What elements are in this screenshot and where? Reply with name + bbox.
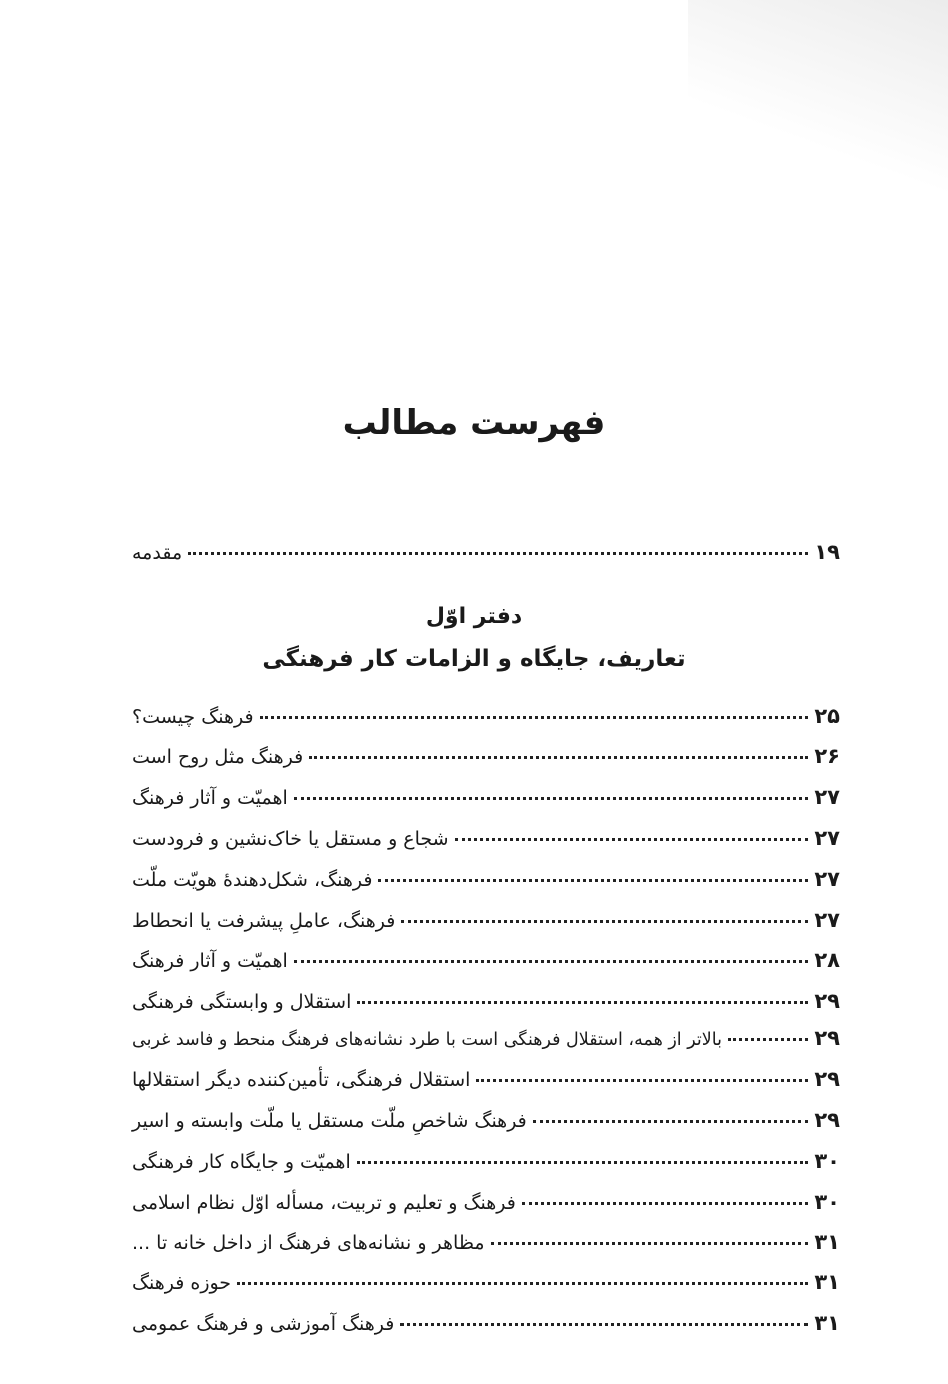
toc-entry-title: فرهنگ آموزشی و فرهنگ عمومی xyxy=(132,1313,395,1335)
toc-entry-title: بالاتر از همه، استقلال فرهنگی است با طرد نشانه‌های فرهنگ منحط و فاسد غربی xyxy=(132,1030,722,1050)
dot-leader xyxy=(378,879,808,882)
dot-leader xyxy=(237,1282,808,1285)
toc-entry-title: استقلال فرهنگی، تأمین‌کننده دیگر استقلالها xyxy=(132,1069,471,1091)
toc-entry[interactable] xyxy=(128,853,840,891)
toc-page-number: ۲۷ xyxy=(814,867,840,891)
toc-entry[interactable] xyxy=(128,1012,840,1050)
toc-entry[interactable] xyxy=(128,730,840,768)
dot-leader xyxy=(309,756,808,759)
toc-page-number: ۱۹ xyxy=(814,540,840,564)
toc-entry[interactable] xyxy=(128,771,840,809)
toc-page-number: ۲۵ xyxy=(814,704,840,728)
dot-leader xyxy=(188,552,808,555)
toc-entry[interactable] xyxy=(128,1256,840,1294)
toc-page-number: ۳۰ xyxy=(814,1149,840,1173)
dot-leader xyxy=(294,960,809,963)
toc-page-number: ۲۹ xyxy=(814,1026,840,1050)
toc-entry-title: فرهنگ، شکل‌دهندهٔ هویّت ملّت xyxy=(132,869,373,891)
toc-entry[interactable] xyxy=(128,1135,840,1173)
toc-page-number: ۲۸ xyxy=(814,948,840,972)
toc-entry-title: فرهنگ چیست؟ xyxy=(132,706,254,728)
toc-entry-title: اهمیّت و جایگاه کار فرهنگی xyxy=(132,1151,351,1173)
section-label: دفتر اوّل xyxy=(425,604,523,629)
toc-page-number: ۲۶ xyxy=(814,744,840,768)
toc-page-number: ۳۱ xyxy=(814,1230,840,1254)
toc-page-number: ۲۷ xyxy=(814,785,840,809)
toc-entry-title: مظاهر و نشانه‌های فرهنگ از داخل خانه تا ... xyxy=(132,1232,485,1254)
toc-entry-title: استقلال و وابستگی فرهنگی xyxy=(132,991,352,1013)
toc-page-number: ۲۷ xyxy=(814,908,840,932)
toc-entry-title: فرهنگ، عاملِ پیشرفت یا انحطاط xyxy=(132,910,396,932)
dot-leader xyxy=(401,920,808,923)
toc-entry[interactable] xyxy=(128,1297,840,1335)
toc-page-number: ۲۷ xyxy=(814,826,840,850)
dot-leader xyxy=(522,1202,809,1205)
page-shadow xyxy=(688,0,948,230)
toc-page-number: ۲۹ xyxy=(814,989,840,1013)
toc-entry[interactable] xyxy=(128,975,840,1013)
toc-entry-title: فرهنگ مثل روح است xyxy=(132,746,304,768)
toc-entry[interactable] xyxy=(128,1176,840,1214)
toc-entry-title: اهمیّت و آثار فرهنگ xyxy=(132,950,288,972)
toc-entry-title: فرهنگ و تعلیم و تربیت، مسأله اوّل نظام اسلامی xyxy=(132,1192,516,1214)
toc-entry-title: فرهنگ شاخصِ ملّت مستقل یا ملّت وابسته و اسیر xyxy=(132,1110,527,1132)
dot-leader xyxy=(357,1161,809,1164)
toc-page-number: ۲۹ xyxy=(814,1108,840,1132)
dot-leader xyxy=(728,1038,808,1041)
toc-entry-intro[interactable] xyxy=(128,526,840,564)
toc-entry-title: اهمیّت و آثار فرهنگ xyxy=(132,787,288,809)
dot-leader xyxy=(400,1323,808,1326)
toc-page-number: ۲۹ xyxy=(814,1067,840,1091)
toc-entry[interactable] xyxy=(128,1094,840,1132)
toc-page-number: ۳۱ xyxy=(814,1311,840,1335)
dot-leader xyxy=(260,716,809,719)
dot-leader xyxy=(491,1242,809,1245)
toc-entry-title: حوزه فرهنگ xyxy=(132,1272,232,1294)
dot-leader xyxy=(294,797,809,800)
page-title: فهرست مطالب xyxy=(342,403,606,443)
toc-entry[interactable] xyxy=(128,1216,840,1254)
toc-page-number: ۳۰ xyxy=(814,1190,840,1214)
toc-entry[interactable] xyxy=(128,894,840,932)
section-title: تعاریف، جایگاه و الزامات کار فرهنگی xyxy=(262,646,686,672)
toc-page-number: ۳۱ xyxy=(814,1270,840,1294)
toc-entry-title: شجاع و مستقل یا خاک‌نشین و فرودست xyxy=(132,828,449,850)
toc-entry[interactable] xyxy=(128,934,840,972)
dot-leader xyxy=(455,838,809,841)
dot-leader xyxy=(357,1001,808,1004)
toc-entry[interactable] xyxy=(128,1053,840,1091)
dot-leader xyxy=(533,1120,809,1123)
dot-leader xyxy=(476,1079,808,1082)
toc-entry-title: مقدمه xyxy=(132,542,183,564)
toc-entry[interactable] xyxy=(128,812,840,850)
toc-entry[interactable] xyxy=(128,690,840,728)
